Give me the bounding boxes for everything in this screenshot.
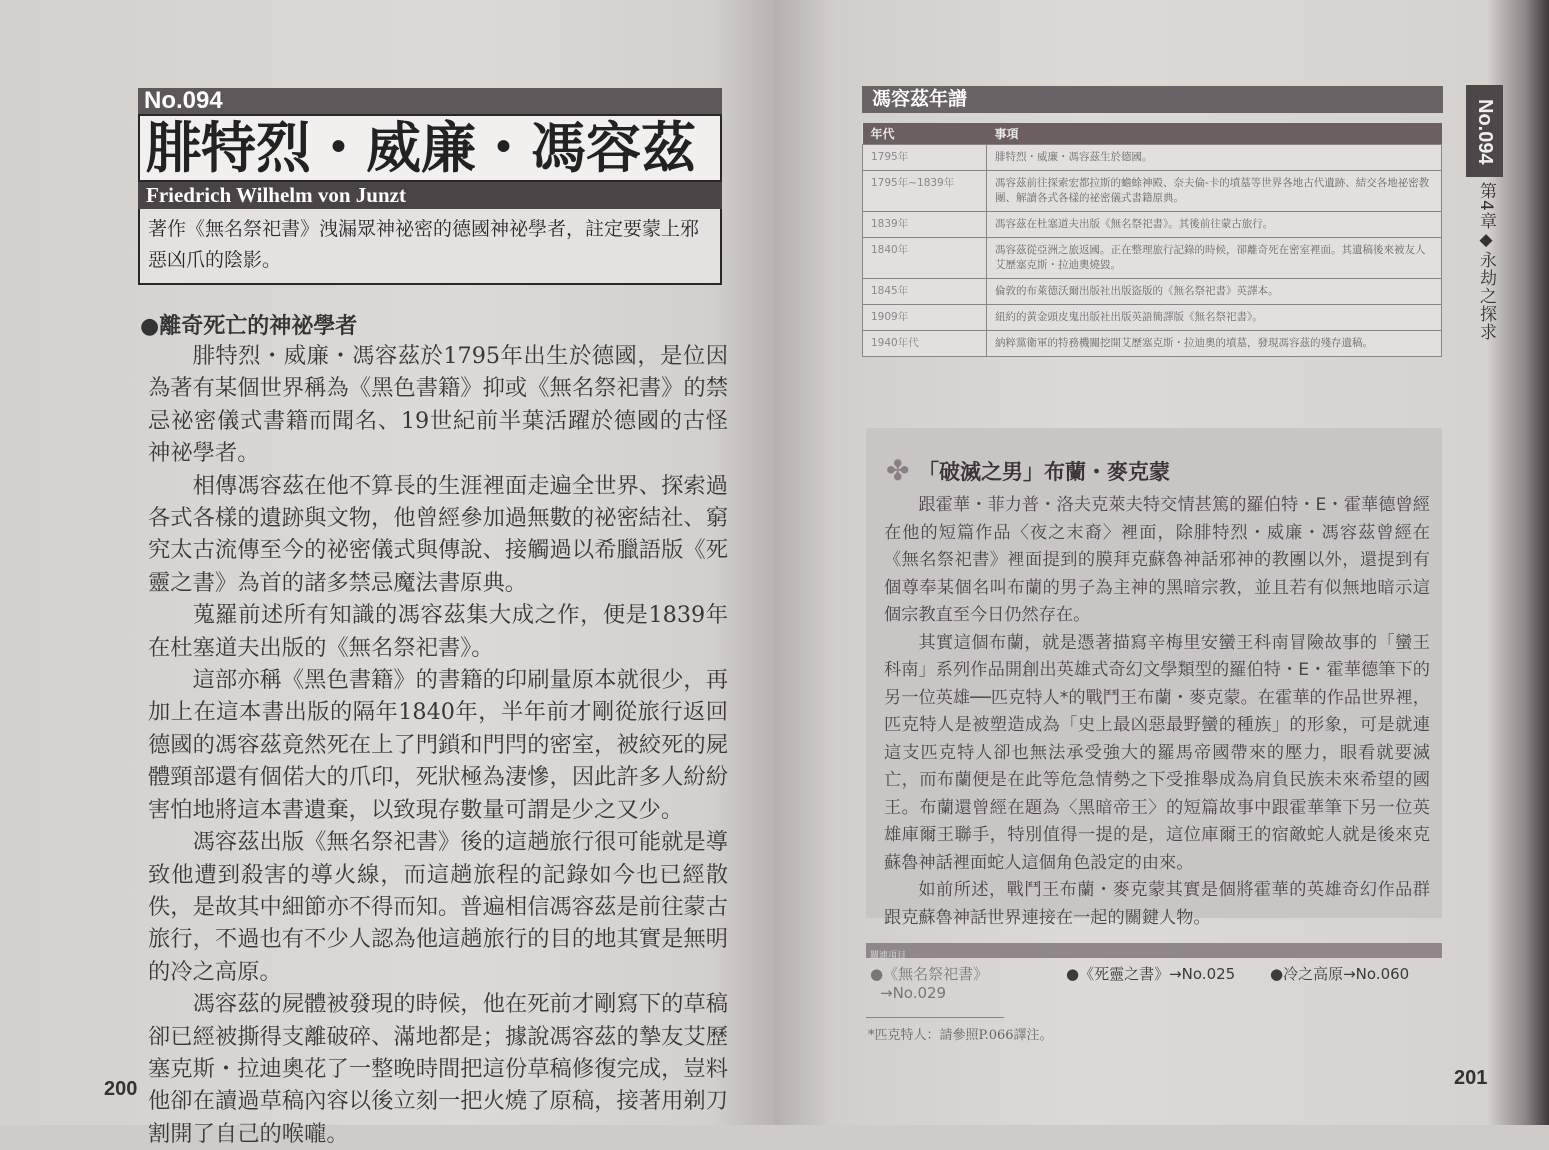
- side-tab-number: No.094: [1474, 99, 1496, 165]
- body-text: [148, 340, 728, 1150]
- related-item[interactable]: [1066, 963, 1235, 984]
- chronology-title: 馮容茲年譜: [862, 86, 1443, 113]
- related-item[interactable]: [1270, 963, 1409, 984]
- column-heading: [886, 456, 1170, 486]
- right-page: [774, 0, 1549, 1125]
- side-chapter-title: 第4章◆永劫之探求: [1476, 182, 1496, 341]
- paragraph: 跟霍華・菲力普・洛夫克萊夫特交情甚篤的羅伯特・E・霍華德曾經在他的短篇作品〈夜之末裔〉裡面，除腓特烈・威廉・馮容茲曾經在《無名祭祀書》裡面提到的膜拜克蘇魯神話邪神的教團以外，還提到有個尊奉某個名叫布蘭的男子為主神的黑暗宗教，並且若有似無地暗示這個宗教直至今日仍然存在。: [884, 495, 1430, 625]
- page-number: 200: [104, 1078, 138, 1100]
- related-bar: [866, 943, 1442, 961]
- column-box: [866, 428, 1442, 928]
- year-cell: 1909年: [863, 305, 987, 331]
- year-cell: 1845年: [863, 279, 987, 305]
- related-item[interactable]: [870, 963, 988, 1002]
- table-row: [863, 212, 1442, 238]
- event-cell: 馮容茲前往探索宏都拉斯的蟾蜍神殿、奈夫倫-卡的墳墓等世界各地古代遺跡、結交各地祕密教團、解讀各式各樣的祕密儀式書籍原典。: [987, 171, 1442, 212]
- column-heading-text: 「破滅之男」布蘭・麥克蒙: [918, 460, 1170, 484]
- chronology-table: [862, 123, 1442, 357]
- paragraph: 馮容茲出版《無名祭祀書》後的這趟旅行很可能就是導致他遭到殺害的導火線，而這趟旅程的記錄如今也已經散佚，是故其中細節亦不得而知。普遍相信馮容茲是前往蒙古旅行，不過也有不少人認為他這趟旅行的目的地其實是無明的冷之高原。: [148, 829, 728, 985]
- related-ref: →No.029: [880, 984, 947, 1002]
- entry-summary: 著作《無名祭祀書》洩漏眾神祕密的德國神祕學者，註定要蒙上邪惡凶爪的陰影。: [138, 209, 722, 285]
- paragraph: 這部亦稱《黑色書籍》的書籍的印刷量原本就很少，再加上在這本書出版的隔年1840年，半年前才剛從旅行返回德國的馮容茲竟然死在上了門鎖和門閂的密室，被絞死的屍體頸部還有個偌大的爪印，死狀極為淒慘，因此許多人紛紛害怕地將這本書遺棄，以致現存數量可謂是少之又少。: [148, 667, 728, 823]
- footnote: *匹克特人：請參照P.066譯注。: [868, 1028, 1053, 1043]
- left-page: [0, 0, 774, 1147]
- related-label: 關連項目: [870, 951, 907, 961]
- related-title: ●《無名祭祀書》: [870, 965, 989, 983]
- table-row: [863, 279, 1442, 305]
- year-cell: 1839年: [863, 212, 987, 238]
- related-title: ●冷之高原: [1270, 965, 1344, 983]
- footnote-divider: [866, 1017, 1004, 1018]
- entry-title-english: Friedrich Wilhelm von Junzt: [138, 182, 722, 209]
- paragraph: 腓特烈・威廉・馮容茲於1795年出生於德國，是位因為著有某個世界稱為《黑色書籍》抑或《無名祭祀書》的禁忌祕密儀式書籍而聞名、19世紀前半葉活躍於德國的古怪神祕學者。: [148, 343, 728, 467]
- column-header: 年代: [863, 123, 987, 145]
- table-row: [863, 171, 1442, 212]
- year-cell: 1940年代: [863, 331, 987, 357]
- table-row: [863, 145, 1442, 171]
- event-cell: 馮容茲從亞洲之旅返國。正在整理旅行記錄的時候，卻離奇死在密室裡面。其遺稿後來被友人艾歷塞克斯・拉迪奧燒毀。: [987, 238, 1442, 279]
- paragraph: 相傳馮容茲在他不算長的生涯裡面走遍全世界、探索過各式各樣的遺跡與文物，他曾經參加過無數的祕密結社、窮究太古流傳至今的祕密儀式與傳說、接觸過以希臘語版《死靈之書》為首的諸多禁忌魔法書原典。: [148, 472, 728, 596]
- related-title: ●《死靈之書》: [1066, 965, 1170, 983]
- page-number: 201: [1454, 1067, 1488, 1089]
- paragraph: 其實這個布蘭，就是憑著描寫辛梅里安蠻王科南冒險故事的「蠻王科南」系列作品開創出英雄式奇幻文學類型的羅伯特・E・霍華德筆下的另一位英雄──匹克特人*的戰鬥王布蘭・麥克蒙。在霍華的作品世界裡，匹克特人是被塑造成為「史上最凶惡最野蠻的種族」的形象，可是就連這支匹克特人卻也無法承受強大的羅馬帝國帶來的壓力，眼看就要滅亡，而布蘭便是在此等危急情勢之下受推舉成為肩負民族未來希望的國王。布蘭還曾經在題為〈黑暗帝王〉的短篇故事中跟霍華筆下另一位英雄庫爾王聯手，特別值得一提的是，這位庫爾王的宿敵蛇人就是後來克蘇魯神話裡面蛇人這個角色設定的由來。: [884, 632, 1430, 873]
- year-cell: 1795年: [863, 145, 987, 171]
- event-cell: 倫敦的布萊德沃爾出版社出版盜版的《無名祭祀書》英譯本。: [987, 279, 1442, 305]
- entry-title: 腓特烈・威廉・馮容茲: [138, 114, 722, 182]
- table-row: [863, 331, 1442, 357]
- column-header: 事項: [987, 123, 1442, 145]
- paragraph: 蒐羅前述所有知識的馮容茲集大成之作，便是1839年在杜塞道夫出版的《無名祭祀書》。: [148, 602, 728, 661]
- column-body: [884, 492, 1430, 932]
- paragraph: 如前所述，戰鬥王布蘭・麥克蒙其實是個將霍華的英雄奇幻作品群跟克蘇魯神話世界連接在一起的關鍵人物。: [884, 880, 1430, 928]
- section-heading: ●離奇死亡的神祕學者: [140, 314, 358, 339]
- event-cell: 納粹黨衛軍的特務機關挖開艾歷塞克斯・拉迪奧的墳墓，發現馮容茲的殘存遺稿。: [987, 331, 1442, 357]
- entry-number: No.094: [138, 88, 722, 114]
- table-row: [863, 305, 1442, 331]
- related-ref: →No.025: [1169, 965, 1236, 983]
- table-row: [863, 238, 1442, 279]
- related-ref: →No.060: [1343, 965, 1410, 983]
- paragraph: 馮容茲的屍體被發現的時候，他在死前才剛寫下的草稿卻已經被撕得支離破碎、滿地都是；據說馮容茲的摯友艾歷塞克斯・拉迪奧花了一整晚時間把這份草稿修復完成，豈料他卻在讀過草稿內容以後立刻一把火燒了原稿，接著用剃刀割開了自己的喉嚨。: [148, 991, 728, 1147]
- event-cell: 紐約的黃金頭皮鬼出版社出版英語簡譯版《無名祭祀書》。: [987, 305, 1442, 331]
- fleur-icon: ✤: [886, 454, 910, 487]
- event-cell: 馮容茲在杜塞道夫出版《無名祭祀書》。其後前往蒙古旅行。: [987, 212, 1442, 238]
- event-cell: 腓特烈・威廉・馮容茲生於德國。: [987, 145, 1442, 171]
- year-cell: 1840年: [863, 238, 987, 279]
- year-cell: 1795年~1839年: [863, 171, 987, 212]
